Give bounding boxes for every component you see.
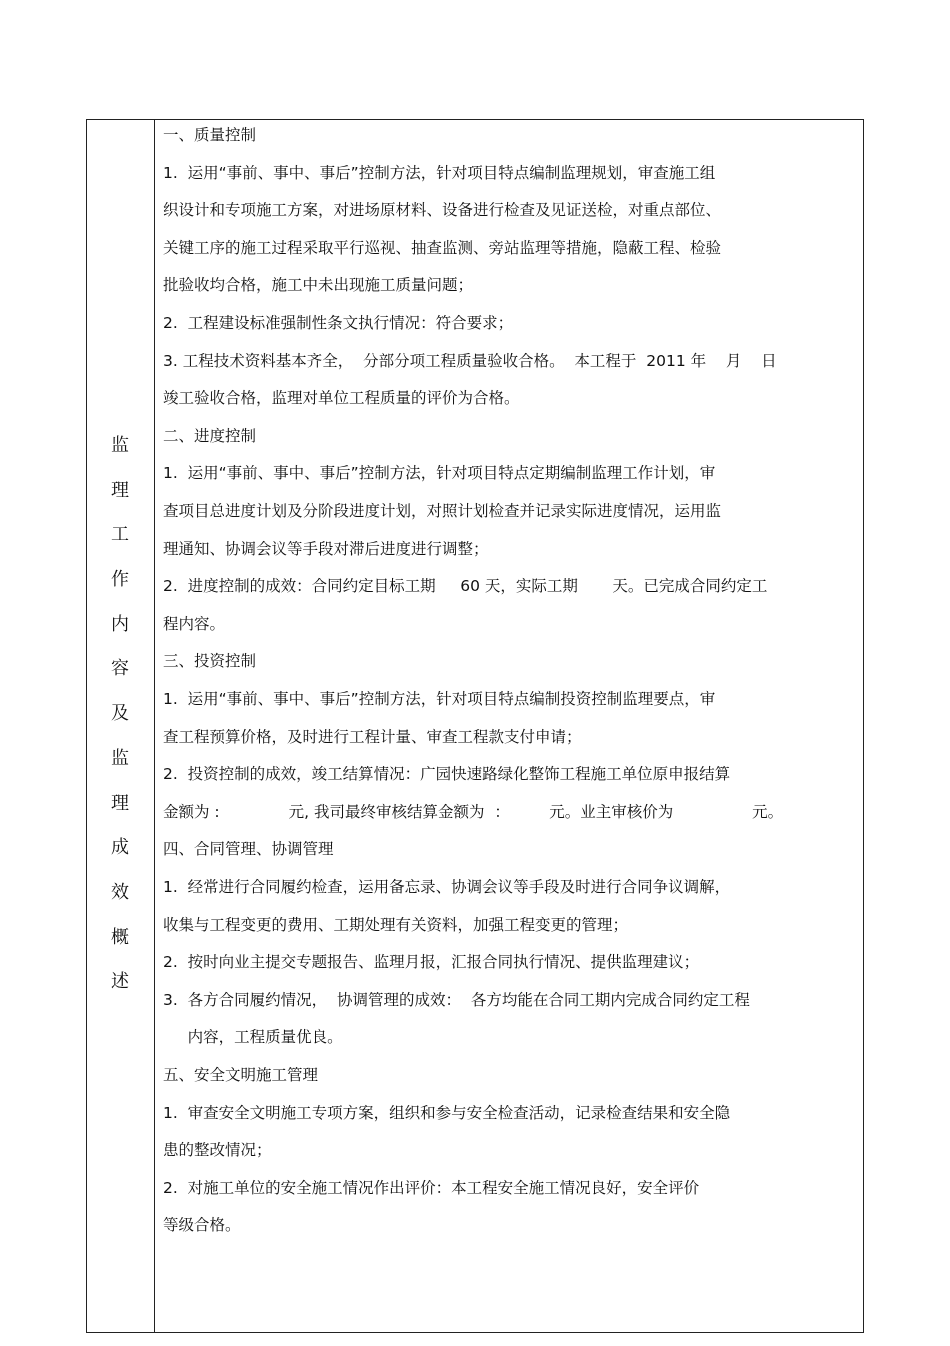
text-line: 程内容。 — [163, 614, 226, 633]
row-header-char: 工 — [111, 524, 129, 546]
text-line: 3. 各方合同履约情况， 协调管理的成效： 各方均能在合同工期内完成合同约定工程 — [163, 990, 750, 1009]
text-line: 内容，工程质量优良。 — [163, 1028, 343, 1047]
row-header-char: 概 — [111, 926, 129, 948]
text-line: 关键工序的施工过程采取平行巡视、抽查监测、旁站监理等措施，隐蔽工程、检验 — [163, 238, 722, 257]
row-header-char: 理 — [111, 792, 129, 814]
text-line: 查工程预算价格，及时进行工程计量、审查工程款支付申请； — [163, 727, 582, 746]
section-heading-contract: 四、合同管理、协调管理 — [163, 840, 334, 859]
section-heading-investment: 三、投资控制 — [163, 652, 257, 671]
section-heading-quality: 一、质量控制 — [163, 126, 257, 144]
text-line: 理通知、协调会议等手段对滞后进度进行调整； — [163, 539, 489, 558]
text-line: 1. 经常进行合同履约检查，运用备忘录、协调会议等手段及时进行合同争议调解， — [163, 878, 731, 896]
row-header-char: 作 — [111, 569, 129, 591]
text-line: 3. 工程技术资料基本齐全， 分部分项工程质量验收合格。 本工程于 2011 年 月 日 — [163, 351, 777, 370]
row-header-char: 监 — [111, 747, 129, 769]
row-header-char: 监 — [111, 435, 129, 456]
text-line: 等级合格。 — [163, 1216, 241, 1235]
text-line: 1. 审查安全文明施工专项方案，组织和参与安全检查活动，记录检查结果和安全隐 — [163, 1103, 731, 1122]
text-line: 2. 工程建设标准强制性条文执行情况：符合要求； — [163, 314, 514, 332]
text-line: 1. 运用“事前、事中、事后”控制方法，针对项目特点定期编制监理工作计划，审 — [163, 464, 716, 483]
text-line: 2. 对施工单位的安全施工情况作出评价：本工程安全施工情况良好，安全评价 — [163, 1178, 700, 1197]
text-line: 批验收均合格，施工中未出现施工质量问题； — [163, 276, 474, 295]
text-line: 查项目总进度计划及分阶段进度计划，对照计划检查并记录实际进度情况，运用监 — [163, 502, 722, 520]
text-line: 织设计和专项施工方案，对进场原材料、设备进行检查及见证送检，对重点部位、 — [163, 201, 722, 220]
text-line: 竣工验收合格，监理对单位工程质量的评价为合格。 — [163, 389, 520, 408]
section-heading-safety: 五、安全文明施工管理 — [163, 1066, 319, 1084]
row-header-char: 述 — [111, 971, 129, 993]
text-line: 2. 投资控制的成效，竣工结算情况：广园快速路绿化整饰工程施工单位原申报结算 — [163, 765, 731, 784]
section-heading-progress: 二、进度控制 — [163, 426, 257, 445]
text-line: 患的整改情况； — [163, 1141, 272, 1160]
text-line: 金额为 : 元, 我司最终审核结算金额为 ： 元。业主审核价为 元。 — [163, 802, 784, 821]
text-line: 收集与工程变更的费用、工期处理有关资料，加强工程变更的管理； — [163, 915, 629, 934]
row-header-char: 及 — [111, 703, 129, 725]
text-line: 1. 运用“事前、事中、事后”控制方法，针对项目特点编制投资控制监理要点，审 — [163, 690, 716, 708]
row-header-char: 效 — [111, 881, 129, 903]
column-divider — [154, 119, 155, 1333]
row-header-char: 成 — [111, 837, 129, 859]
row-header-char: 理 — [111, 479, 129, 501]
row-header-char: 容 — [111, 658, 129, 680]
row-header-char: 内 — [111, 613, 129, 635]
text-line: 1. 运用“事前、事中、事后”控制方法，针对项目特点编制监理规划，审查施工组 — [163, 163, 716, 182]
text-line: 2. 进度控制的成效：合同约定目标工期 60 天，实际工期 天。已完成合同约定工 — [163, 577, 768, 596]
row-header-label — [100, 424, 140, 1005]
text-line: 2. 按时向业主提交专题报告、监理月报，汇报合同执行情况、提供监理建议； — [163, 953, 700, 972]
